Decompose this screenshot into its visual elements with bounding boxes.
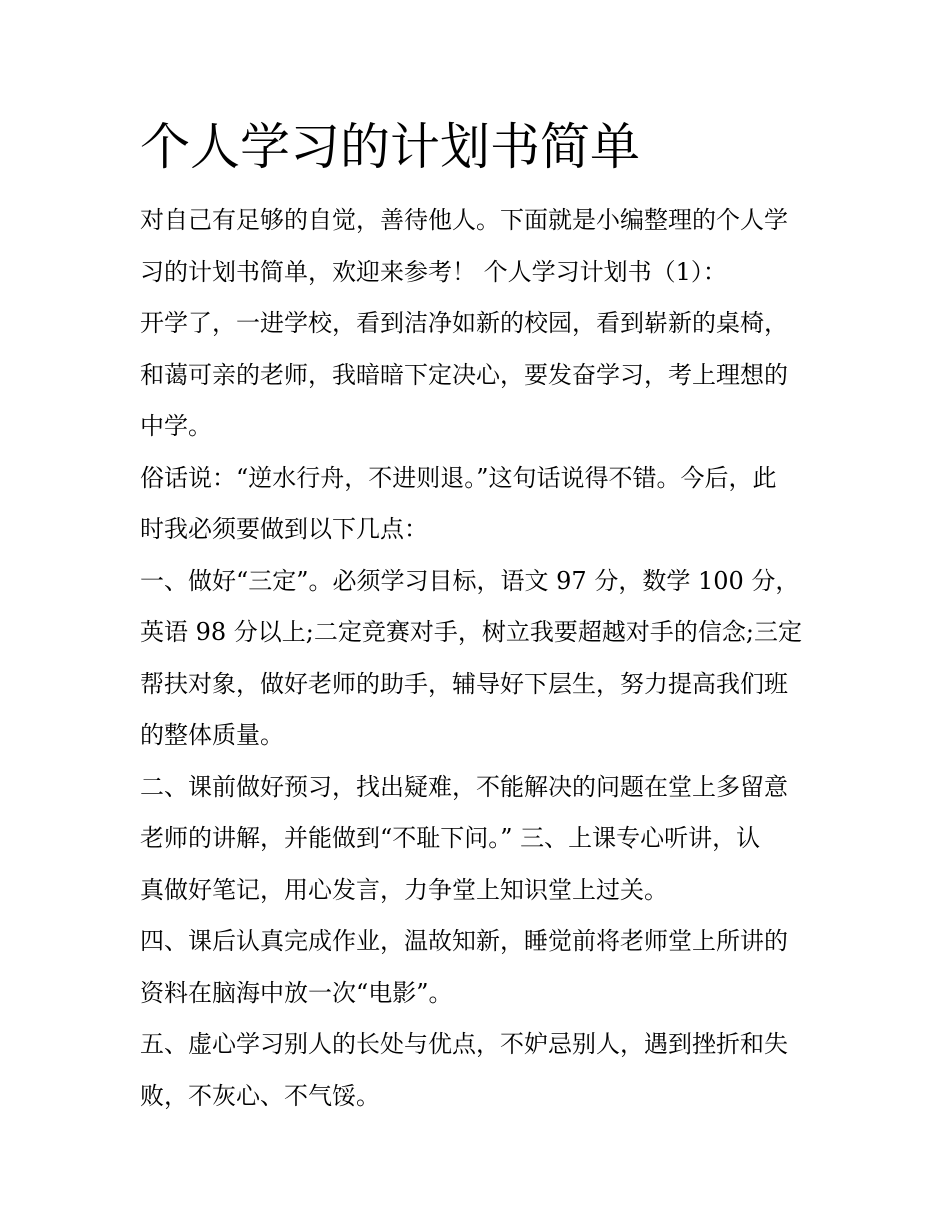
body-line: 英语 98 分以上;二定竞赛对手，树立我要超越对手的信念;三定 (140, 618, 802, 646)
body-line: 中学。 (140, 412, 212, 440)
body-line: 五、虚心学习别人的长处与优点，不妒忌别人，遇到挫折和失 (140, 1030, 788, 1058)
body-line: 二、课前做好预习，找出疑难，不能解决的问题在堂上多留意 (140, 772, 788, 801)
body-line: 帮扶对象，做好老师的助手，辅导好下层生，努力提高我们班 (140, 669, 788, 698)
document-title: 个人学习的计划书简单 (140, 118, 640, 176)
body-line: 对自己有足够的自觉，善待他人。下面就是小编整理的个人学 (140, 206, 788, 234)
body-line: 一、做好“三定”。必须学习目标，语文 97 分，数学 100 分， (140, 566, 800, 595)
body-line: 的整体质量。 (140, 721, 284, 749)
body-line: 和蔼可亲的老师，我暗暗下定决心，要发奋学习，考上理想的 (140, 360, 788, 389)
document-body (140, 195, 820, 1122)
body-line: 败，不灰心、不气馁。 (140, 1081, 380, 1110)
body-line: 习的计划书简单，欢迎来参考！ 个人学习计划书（1）： (140, 257, 727, 286)
body-line: 四、课后认真完成作业，温故知新，睡觉前将老师堂上所讲的 (140, 927, 788, 955)
body-line: 时我必须要做到以下几点： (140, 515, 428, 543)
body-line: 资料在脑海中放一次“电影”。 (140, 978, 453, 1007)
body-line: 真做好笔记，用心发言，力争堂上知识堂上过关。 (140, 875, 668, 904)
body-line: 开学了，一进学校，看到洁净如新的校园，看到崭新的桌椅， (140, 309, 788, 337)
body-line: 俗话说：“逆水行舟，不进则退。”这句话说得不错。今后，此 (140, 463, 777, 492)
body-line: 老师的讲解，并能做到“不耻下问。” 三、上课专心听讲，认 (140, 824, 761, 852)
